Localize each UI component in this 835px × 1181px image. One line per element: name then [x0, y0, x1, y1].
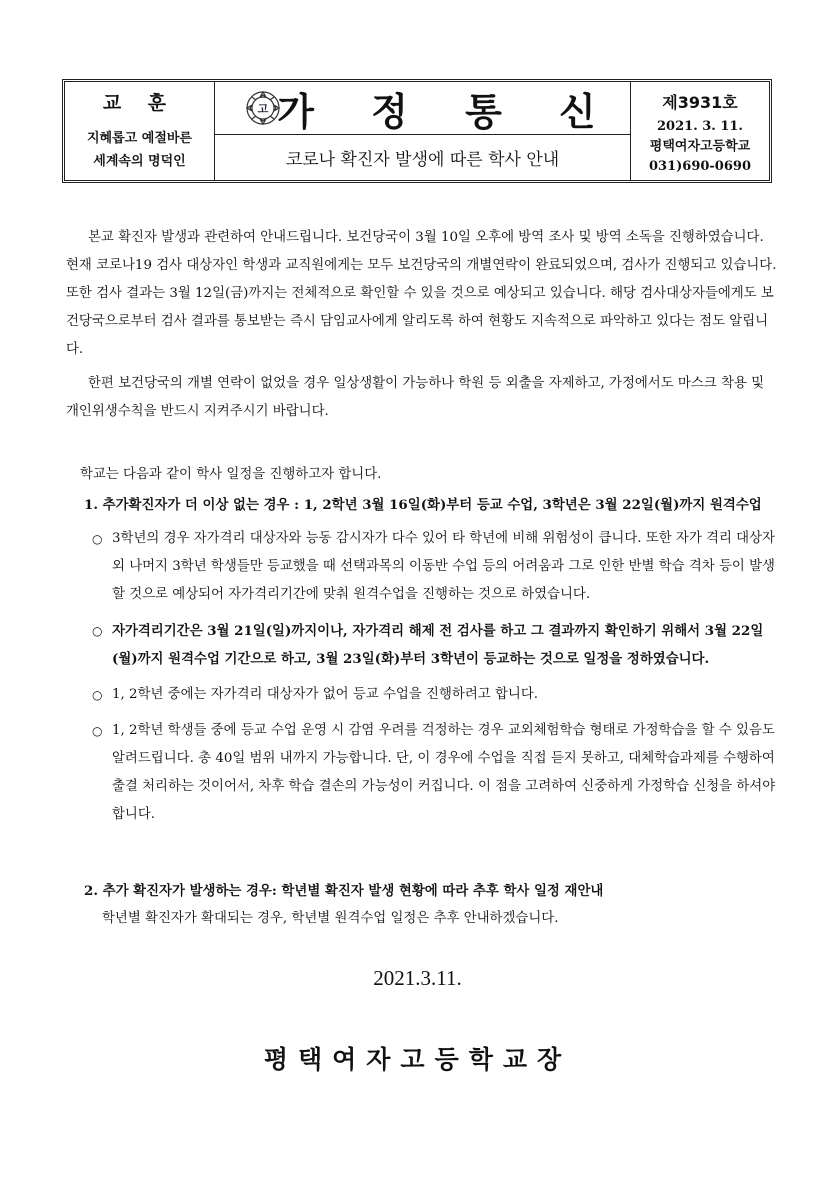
paragraph-2: 한편 보건당국의 개별 연락이 없었을 경우 일상생활이 가능하나 학원 등 외출을 자제하고, 가정에서도 마스크 착용 및 개인위생수칙을 반드시 지켜주시기 바랍니다. — [66, 376, 765, 419]
letter-date: 2021.3.11. — [373, 966, 462, 990]
paragraph-1: 본교 확진자 발생과 관련하여 안내드립니다. 보건당국이 3월 10일 오후에 방역 조사 및 방역 소독을 진행하였습니다. 현재 코로나19 검사 대상자인 학생과 교직원에게는 모두 보건당국의 개별연락이 완료되었으며, 검사가 진행되고 있습니다. 또한 검사 결과는 3월 12일(금)까지는 전체적으로 확인할 수 있을 것으로 예상되고 있습니다. 해당 검사대상자들에게도 보건당국으로부터 검사 결과를 통보받는 즉시 담임교사에게 알리도록 하여 현황도 지속적으로 파악하고 있다는 점도 알립니다. — [66, 230, 777, 357]
case-1-detail-1 — [66, 525, 778, 609]
bullet-icon: ○ — [92, 724, 103, 738]
school-name: 평택여자고등학교 — [649, 139, 751, 154]
letter-body — [66, 224, 778, 933]
issue-info-box — [631, 82, 769, 180]
school-motto-box — [65, 82, 215, 180]
motto-label: 교 훈 — [102, 92, 177, 114]
motto-line-1: 지혜롭고 예절바른 — [87, 131, 192, 146]
bullet-icon: ○ — [92, 532, 103, 546]
school-phone: 031)690-0690 — [648, 159, 751, 174]
case-1-detail-3 — [66, 681, 778, 709]
school-emblem-icon — [245, 90, 281, 126]
detail-text: 자가격리기간은 3월 21일(일)까지이나, 자가격리 해제 전 검사를 하고 그 결과까지 확인하기 위해서 3월 22일(월)까지 원격수업 기간으로 하고, 3월 23일(화)부터 3학년이 등교하는 것으로 일정을 정하였습니다. — [112, 623, 764, 667]
newsletter-header — [62, 79, 772, 183]
title-box — [215, 82, 631, 180]
case-2-detail: 학년별 확진자가 확대되는 경우, 학년별 원격수업 일정은 추후 안내하겠습니다. — [102, 911, 559, 926]
bullet-icon: ○ — [92, 624, 103, 638]
title-row — [215, 82, 630, 135]
motto-line-2: 세계속의 명덕인 — [93, 154, 186, 169]
detail-text: 1, 2학년 중에는 자가격리 대상자가 없어 등교 수업을 진행하려고 합니다. — [112, 687, 539, 702]
newsletter-subtitle: 코로나 확진자 발생에 따른 학사 안내 — [285, 150, 560, 170]
issue-date: 2021. 3. 11. — [657, 119, 743, 134]
schedule-intro: 학교는 다음과 같이 학사 일정을 진행하고자 합니다. — [80, 467, 382, 482]
bullet-icon: ○ — [92, 688, 103, 702]
principal-signature: 평택여자고등학교장 — [263, 1045, 572, 1074]
emblem-glyph: 고 — [257, 102, 269, 116]
issue-number: 제3931호 — [662, 93, 738, 112]
detail-text: 3학년의 경우 자가격리 대상자와 능동 감시자가 다수 있어 타 학년에 비해 위험성이 큽니다. 또한 자가 격리 대상자 외 나머지 3학년 학생들만 등교했을 때 선택과목의 이동반 수업 등의 어려움과 그로 인한 반별 학습 격차 등이 발생할 것으로 예상되어 자가격리기간에 맞춰 원격수업을 진행하는 것으로 하였습니다. — [112, 531, 775, 602]
case-1-heading: 1. 추가확진자가 더 이상 없는 경우 : 1, 2학년 3월 16일(화)부터 등교 수업, 3학년은 3월 22일(월)까지 원격수업 — [84, 497, 762, 513]
case-2-heading: 2. 추가 확진자가 발생하는 경우: 학년별 확진자 발생 현황에 따라 추후 학사 일정 재안내 — [84, 883, 604, 899]
case-1-detail-4 — [66, 717, 778, 829]
case-1-detail-2 — [66, 617, 778, 673]
newsletter-title: 가 정 통 신 — [277, 89, 618, 134]
detail-text: 1, 2학년 학생들 중에 등교 수업 운영 시 감염 우려를 걱정하는 경우 교외체험학습 형태로 가정학습을 할 수 있음도 알려드립니다. 총 40일 범위 내까지 가능합니다. 단, 이 경우에 수업을 직접 듣지 못하고, 대체학습과제를 수행하여 출결 처리하는 것이어서, 차후 학습 결손의 가능성이 커집니다. 이 점을 고려하여 신중하게 가정학습 신청을 하셔야 합니다. — [112, 723, 776, 822]
